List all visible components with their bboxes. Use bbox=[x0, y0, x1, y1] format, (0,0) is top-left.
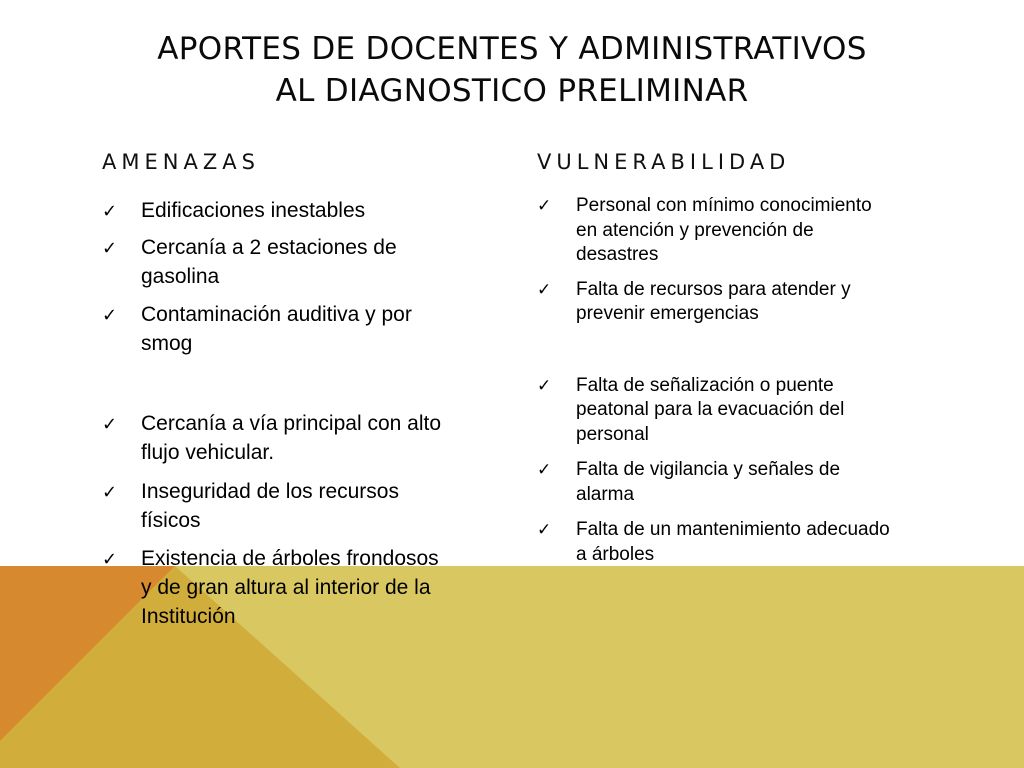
vulnerabilidad-list bbox=[537, 194, 897, 567]
list-item bbox=[537, 374, 897, 448]
checkmark-icon: ✓ bbox=[102, 549, 118, 570]
list-item-text: Cercanía a 2 estaciones de gasolina bbox=[141, 236, 397, 288]
checkmark-icon: ✓ bbox=[537, 375, 552, 396]
slide-title-line-2: AL DIAGNOSTICO PRELIMINAR bbox=[275, 73, 749, 109]
amenazas-list bbox=[102, 196, 447, 631]
checkmark-icon: ✓ bbox=[537, 460, 552, 480]
slide-title bbox=[60, 28, 964, 112]
list-item-text: Existencia de árboles frondosos y de gran altura al interior de la Institución bbox=[141, 547, 439, 628]
list-item-text: Falta de vigilancia y señales de alarma bbox=[576, 459, 841, 505]
list-item-text: Cercanía a vía principal con alto flujo vehicular. bbox=[141, 412, 441, 464]
checkmark-icon: ✓ bbox=[537, 520, 552, 540]
list-item bbox=[102, 233, 447, 291]
list-item-text: Falta de señalización o puente peatonal para la evacuación del personal bbox=[576, 374, 845, 445]
list-item bbox=[537, 458, 897, 507]
slide-title-line-1: APORTES DE DOCENTES Y ADMINISTRATIVOS bbox=[157, 31, 867, 67]
list-item-text: Inseguridad de los recursos físicos bbox=[141, 480, 399, 532]
checkmark-icon: ✓ bbox=[102, 201, 118, 222]
list-item-text: Personal con mínimo conocimiento en atención y prevención de desastres bbox=[576, 195, 872, 265]
vulnerabilidad-heading: VULNERABILIDAD bbox=[537, 150, 791, 174]
list-item bbox=[537, 194, 897, 268]
list-item bbox=[102, 544, 447, 631]
checkmark-icon: ✓ bbox=[537, 279, 552, 300]
checkmark-icon: ✓ bbox=[102, 482, 118, 503]
amenazas-heading: AMENAZAS bbox=[102, 150, 260, 174]
list-item bbox=[102, 409, 447, 467]
list-item bbox=[102, 196, 447, 225]
checkmark-icon: ✓ bbox=[102, 414, 118, 435]
list-item bbox=[537, 278, 897, 327]
checkmark-icon: ✓ bbox=[537, 196, 552, 216]
checkmark-icon: ✓ bbox=[102, 305, 118, 326]
list-item-text: Falta de recursos para atender y prevenir emergencias bbox=[576, 278, 851, 324]
list-item bbox=[537, 518, 897, 567]
list-item-text: Edificaciones inestables bbox=[141, 199, 366, 222]
list-item-text: Contaminación auditiva y por smog bbox=[141, 303, 412, 355]
list-item bbox=[102, 477, 447, 535]
checkmark-icon: ✓ bbox=[102, 238, 118, 259]
list-item-text: Falta de un mantenimiento adecuado a árboles bbox=[576, 519, 890, 565]
list-item bbox=[102, 300, 447, 358]
